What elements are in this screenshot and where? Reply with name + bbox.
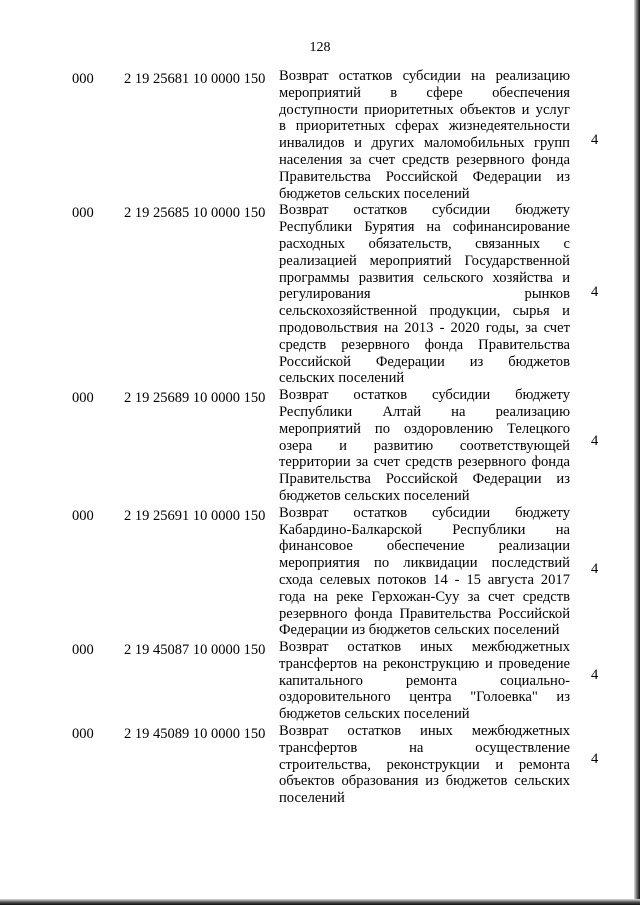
description-line: мероприятий в сфере обеспечения [279,84,570,101]
description-line: Республики Алтай на реализацию [279,403,570,420]
description-line: сельскохозяйственной продукции, сырья и [279,303,570,320]
description-line: Правительства Российской Федерации из [279,471,570,488]
description-line: программы развития сельского хозяйства и [279,269,570,286]
income-description [279,639,570,723]
income-description [279,202,570,387]
group-code: 4 [591,284,599,301]
description-line: Кабардино-Балкарской Республики на [279,521,570,538]
group-code: 4 [591,433,599,450]
budget-classification-code: 2 19 25685 10 0000 150 [124,205,266,222]
table-row [0,202,640,387]
table-row [0,68,640,202]
group-code: 4 [591,751,599,768]
admin-code: 000 [72,642,94,659]
budget-code-table [0,68,640,807]
description-line: строительства, реконструкции и ремонта [279,756,570,773]
description-line: Возврат остатков субсидии бюджету [279,202,570,219]
description-line: финансовое обеспечение реализации [279,538,570,555]
description-line: Правительства Российской Федерации из [279,168,570,185]
description-line: оздоровительного центра "Голоевка" из [279,689,570,706]
description-line: Возврат остатков субсидии на реализацию [279,68,570,84]
description-line: Российской Федерации из бюджетов [279,353,570,370]
table-row [0,387,640,505]
page-number: 128 [309,40,331,55]
description-line: территории за счет средств резервного фонда [279,454,570,471]
description-line: реализацией мероприятий Государственной [279,252,570,269]
description-line: Возврат остатков субсидии бюджету [279,504,570,521]
group-code: 4 [591,560,599,577]
description-line: средств резервного фонда Правительства [279,336,570,353]
income-description [279,387,570,505]
budget-classification-code: 2 19 25689 10 0000 150 [124,390,266,407]
table-row [0,505,640,639]
description-line: Республики Бурятия на софинансирование [279,219,570,236]
description-line: продовольствия на 2013 - 2020 годы, за счет [279,319,570,336]
budget-classification-code: 2 19 45089 10 0000 150 [124,726,266,743]
group-code: 4 [591,132,599,148]
admin-code: 000 [72,205,94,222]
description-line: капитального ремонта социально- [279,672,570,689]
description-line: населения за счет средств резервного фонда [279,151,570,168]
table-row [0,639,640,723]
description-line: поселений [279,790,345,807]
description-line: бюджетов сельских поселений [279,185,470,202]
admin-code: 000 [72,390,94,407]
admin-code: 000 [72,71,94,87]
description-line: в приоритетных сферах жизнедеятельности [279,118,570,135]
income-description [279,723,570,807]
table-row [0,723,640,807]
description-line: Возврат остатков иных межбюджетных [279,639,570,656]
description-line: Возврат остатков иных межбюджетных [279,723,570,740]
description-line: озера и развитию соответствующей [279,437,570,454]
description-line: трансфертов на осуществление [279,739,570,756]
admin-code: 000 [72,507,94,524]
description-line: регулирования рынков [279,286,570,303]
description-line: бюджетов сельских поселений [279,487,470,504]
income-description [279,68,570,202]
income-description [279,505,570,639]
description-line: бюджетов сельских поселений [279,706,470,723]
budget-classification-code: 2 19 45087 10 0000 150 [124,642,266,659]
group-code: 4 [591,667,599,684]
description-line: трансфертов на реконструкцию и проведение [279,655,570,672]
description-line: года на реке Герхожан-Суу за счет средств [279,588,570,605]
description-line: резервного фонда Правительства Российской [279,605,570,622]
description-line: схода селевых потоков 14 - 15 августа 2017 [279,571,570,588]
description-line: сельских поселений [279,370,405,387]
scan-edge-bottom [0,899,640,905]
description-line: мероприятия по ликвидации последствий [279,555,570,572]
description-line: Возврат остатков субсидии бюджету [279,387,570,404]
description-line: доступности приоритетных объектов и услуг [279,101,570,118]
description-line: инвалидов и других маломобильных групп [279,135,570,152]
description-line: расходных обязательств, связанных с [279,235,570,252]
description-line: Федерации из бюджетов сельских поселений [279,622,560,639]
description-line: мероприятий по оздоровлению Телецкого [279,420,570,437]
description-line: объектов образования из бюджетов сельских [279,773,570,790]
budget-classification-code: 2 19 25681 10 0000 150 [124,71,266,87]
budget-classification-code: 2 19 25691 10 0000 150 [124,507,266,524]
admin-code: 000 [72,726,94,743]
